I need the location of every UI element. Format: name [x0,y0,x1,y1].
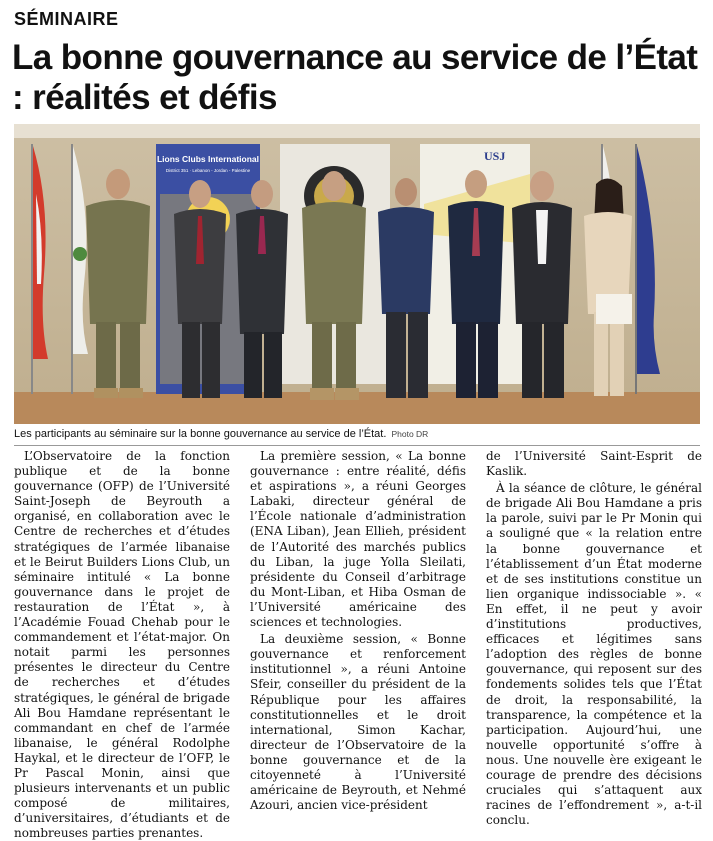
paragraph: À la séance de clôture, le général de brigade Ali Bou Hamdane a pris la parole, suivi par le Pr Monin qui a souligné que « la relation entre la bonne gouvernance et l’établissement d’un État moderne et de ses institutions constitue un lien organique indissociable ». « En effet, il ne peut y avoir d’institutions productives, efficaces et légitimes sans l’adoption des règles de bonne gouvernance, qui reposent sur des fondements solides tels que l’État de droit, la responsabilité, la transparence, la compétence et la participation. Aujourd’hui, une nouvelle opportunité s’offre à nous. Une nouvelle ère exigeant le courage de prendre des décisions cruciales qui s’attaquent aux racines de l’effondrement », a-t-il conclu. [486,481,702,828]
paragraph: de l’Université Saint-Esprit de Kaslik. [486,449,702,479]
participant-6 [448,170,504,398]
article-photo [14,124,700,424]
caption-divider [14,445,700,446]
paragraph: L’Observatoire de la fonction publique et de la bonne gouvernance (OFP) de l’Université Saint-Joseph de Beyrouth a organisé, en collaboration avec le Centre de recherches et d’études stratégiques de l’armée libanaise et le Beirut Builders Lions Club, un séminaire intitulé « La bonne gouvernance dans le projet de restauration de l’État », à l’Académie Fouad Chehab pour le commandement et l’état-major. On notait parmi les personnes présentes le directeur du Centre de recherches et d’études stratégiques, le général de brigade Ali Bou Hamdane représentant le commandant en chef de l’armée libanaise, le général Rodolphe Haykal, et le directeur de l’OFP, le Pr Pascal Monin, ainsi que plusieurs intervenants et un public composé de militaires, d’universitaires, d’étudiants et de nombreuses parties prenantes. [14,449,230,841]
paragraph: La deuxième session, « Bonne gouvernance et renforcement institutionnel », a réuni Antoine Sfeir, conseiller du président de la République pour les affaires constitutionnelles et le droit international, Simon Kachar, directeur de l’Observatoire de la bonne gouvernance et de la citoyenneté à l’Université américaine de Beyrouth, et Nehmé Azouri, ancien vice-président [250,632,466,813]
svg-text:USJ: USJ [484,149,506,163]
section-kicker: SÉMINAIRE [14,9,119,29]
photo-credit: Photo DR [391,429,429,439]
svg-text:Lions Clubs International: Lions Clubs International [156,154,260,164]
svg-text:District 351 · Lebanon - Jorda: District 351 · Lebanon - Jordan - Palestine [165,168,251,173]
caption-text: Les participants au séminaire sur la bonne gouvernance au service de l’État. [14,428,387,440]
paragraph: La première session, « La bonne gouvernance : entre réalité, défis et aspirations », a réuni Georges Labaki, directeur général de l’École nationale d’administration (ENA Liban), Jean Ellieh, président de l’Autorité des marchés publics du Liban, la juge Yolla Sleilati, présidente du Conseil d’arbitrage du Mont-Liban, et Hiba Osman de l’Université américaine des sciences et technologies. [250,449,466,630]
participant-5 [378,178,434,398]
article-column-1 [14,449,230,841]
article-column-2 [250,449,466,813]
article-column-3 [486,449,702,828]
photo-caption [14,428,704,440]
article-headline: La bonne gouvernance au service de l’État : réalités et défis [12,38,698,117]
